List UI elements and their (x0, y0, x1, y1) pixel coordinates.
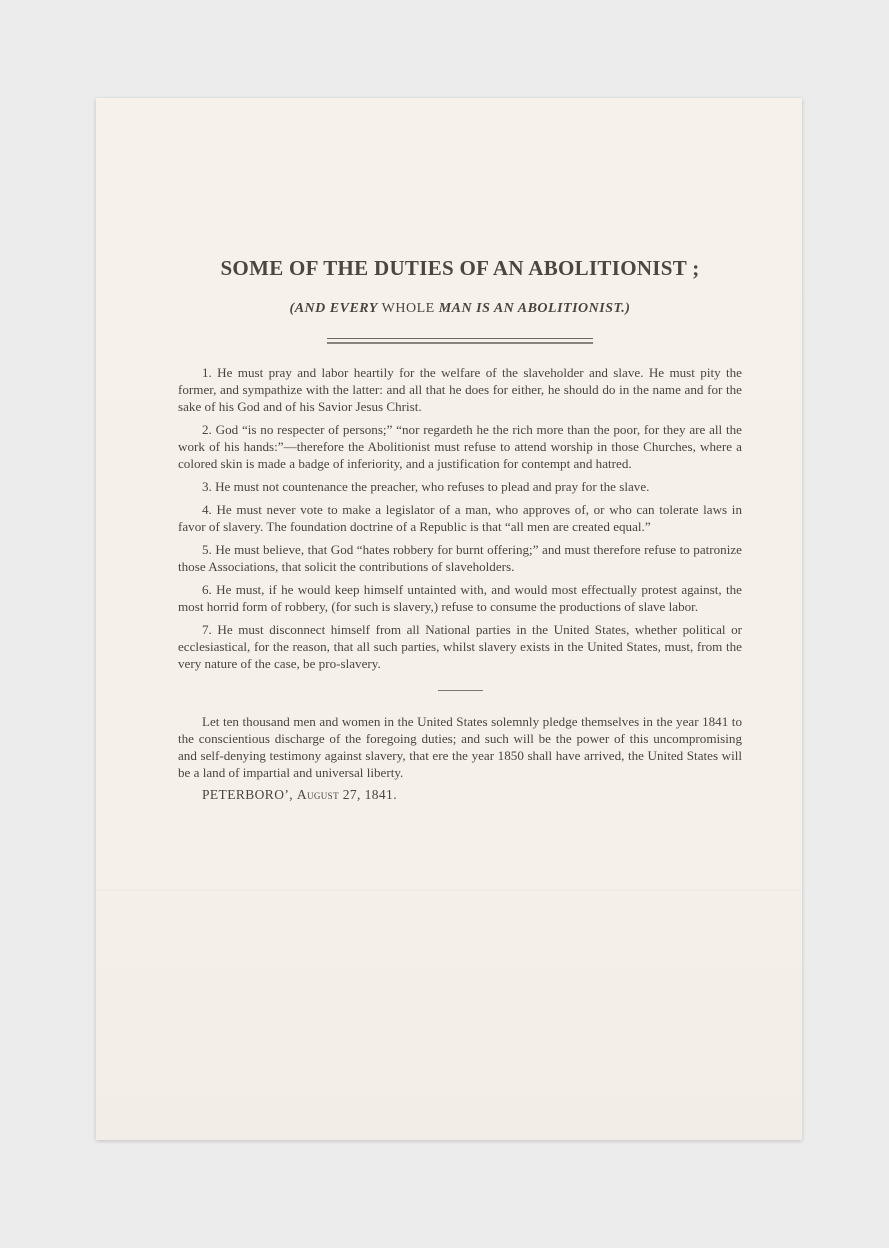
duty-6: 6. He must, if he would keep himself untainted with, and would most effectually protest against, the most horrid form of robbery, (for such is slavery,) refuse to consume the productions of slave labor. (178, 582, 742, 614)
closing-paragraph: Let ten thousand men and women in the United States solemnly pledge themselves in the year 1841 to the conscientious discharge of the foregoing duties; and such will be the power of this uncompromising and self-denying testimony against slavery, that ere the year 1850 shall have arrived, the United States will be a land of impartial and universal liberty. (178, 714, 742, 780)
subtitle-part-2: WHOLE (377, 301, 439, 316)
document-body (178, 256, 742, 803)
document-subtitle (178, 301, 742, 317)
duty-7: 7. He must disconnect himself from all National parties in the United States, whether political or ecclesiastical, for the reason, that all such parties, whilst slavery exists in the United States, must, from the very nature of the case, be pro-slavery. (178, 622, 742, 671)
document-title: SOME OF THE DUTIES OF AN ABOLITIONIST ; (220, 256, 700, 280)
subtitle-part-1: (AND EVERY (289, 301, 378, 316)
title-rule (327, 338, 593, 344)
broadside-paper (96, 98, 802, 1140)
subtitle-part-3: MAN IS AN ABOLITIONIST.) (438, 301, 631, 316)
signature-date: August 27, 1841. (296, 787, 397, 802)
signature-line (202, 787, 742, 803)
duty-2: 2. God “is no respecter of persons;” “nor regardeth he the rich more than the poor, for they are all the work of his hands:”—therefore the Abolitionist must refuse to attend worship in those Churches, where a colored skin is made a badge of inferiority, and a justification for contempt and hatred. (178, 422, 742, 471)
duty-3: 3. He must not countenance the preacher, who refuses to plead and pray for the slave. (202, 479, 650, 494)
duty-1: 1. He must pray and labor heartily for the welfare of the slaveholder and slave. He must pity the former, and sympathize with the latter: and all that he does for either, he should do in the name and for the sake of his God and of his Savior Jesus Christ. (178, 365, 742, 414)
duty-4: 4. He must never vote to make a legislator of a man, who approves of, or who can tolerate laws in favor of slavery. The foundation doctrine of a Republic is that “all men are created equal.” (178, 502, 742, 534)
section-divider (438, 690, 483, 691)
duty-5: 5. He must believe, that God “hates robbery for burnt offering;” and must therefore refuse to patronize those Associations, that solicit the contributions of slaveholders. (178, 542, 742, 574)
fold-crease (96, 890, 802, 892)
signature-place: PETERBORO’, (202, 787, 294, 802)
